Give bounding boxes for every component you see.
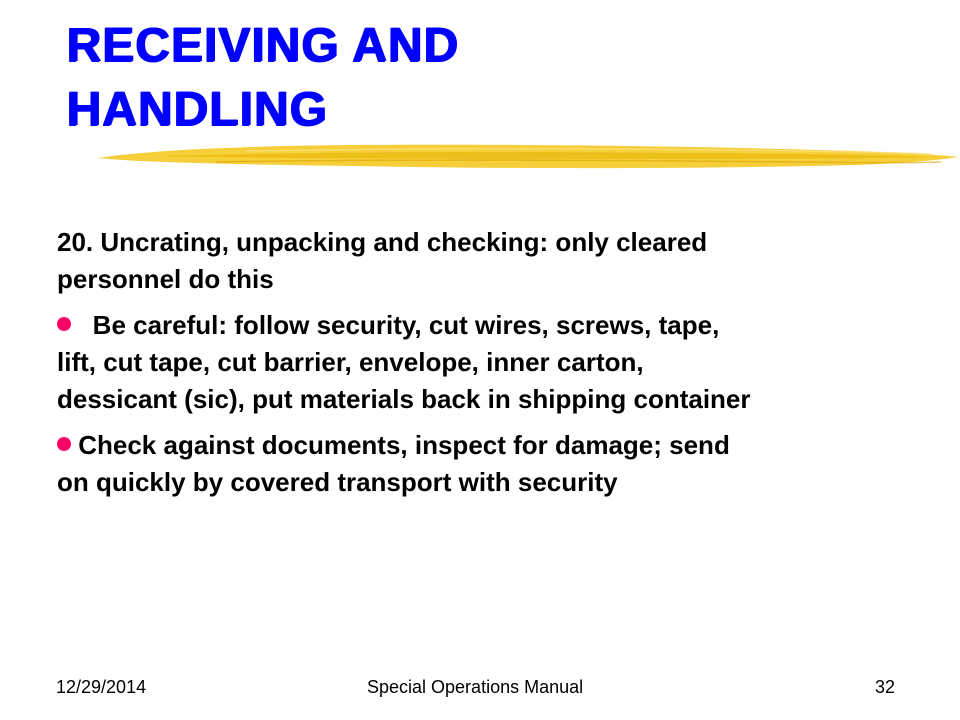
slide-title-line-1: RECEIVING AND — [66, 19, 459, 72]
footer-page-number: 32 — [875, 677, 896, 697]
numbered-item-20 — [57, 224, 937, 298]
slide-title-line-2: HANDLING — [66, 83, 328, 136]
text-line: Be careful: follow security, cut wires, screws, tape, — [71, 310, 720, 340]
footer-document-name: Special Operations Manual — [367, 677, 584, 697]
text-line: dessicant (sic), put materials back in shipping container — [57, 384, 751, 414]
bullet-dot-icon — [57, 437, 71, 451]
bullet-dot-icon — [57, 317, 71, 331]
text-line: lift, cut tape, cut barrier, envelope, inner carton, — [57, 347, 644, 377]
footer-date: 12/29/2014 — [56, 677, 147, 697]
yellow-brush-stroke — [96, 138, 960, 178]
text-line: on quickly by covered transport with security — [57, 467, 618, 497]
bullet-item-be-careful — [57, 307, 937, 418]
bullet-item-check-documents — [57, 427, 937, 501]
text-line: Check against documents, inspect for damage; send — [71, 430, 730, 460]
slide-body — [57, 224, 937, 501]
text-line: 20. Uncrating, unpacking and checking: only cleared — [57, 227, 708, 257]
text-line: personnel do this — [57, 264, 274, 294]
slide-title — [66, 14, 686, 142]
